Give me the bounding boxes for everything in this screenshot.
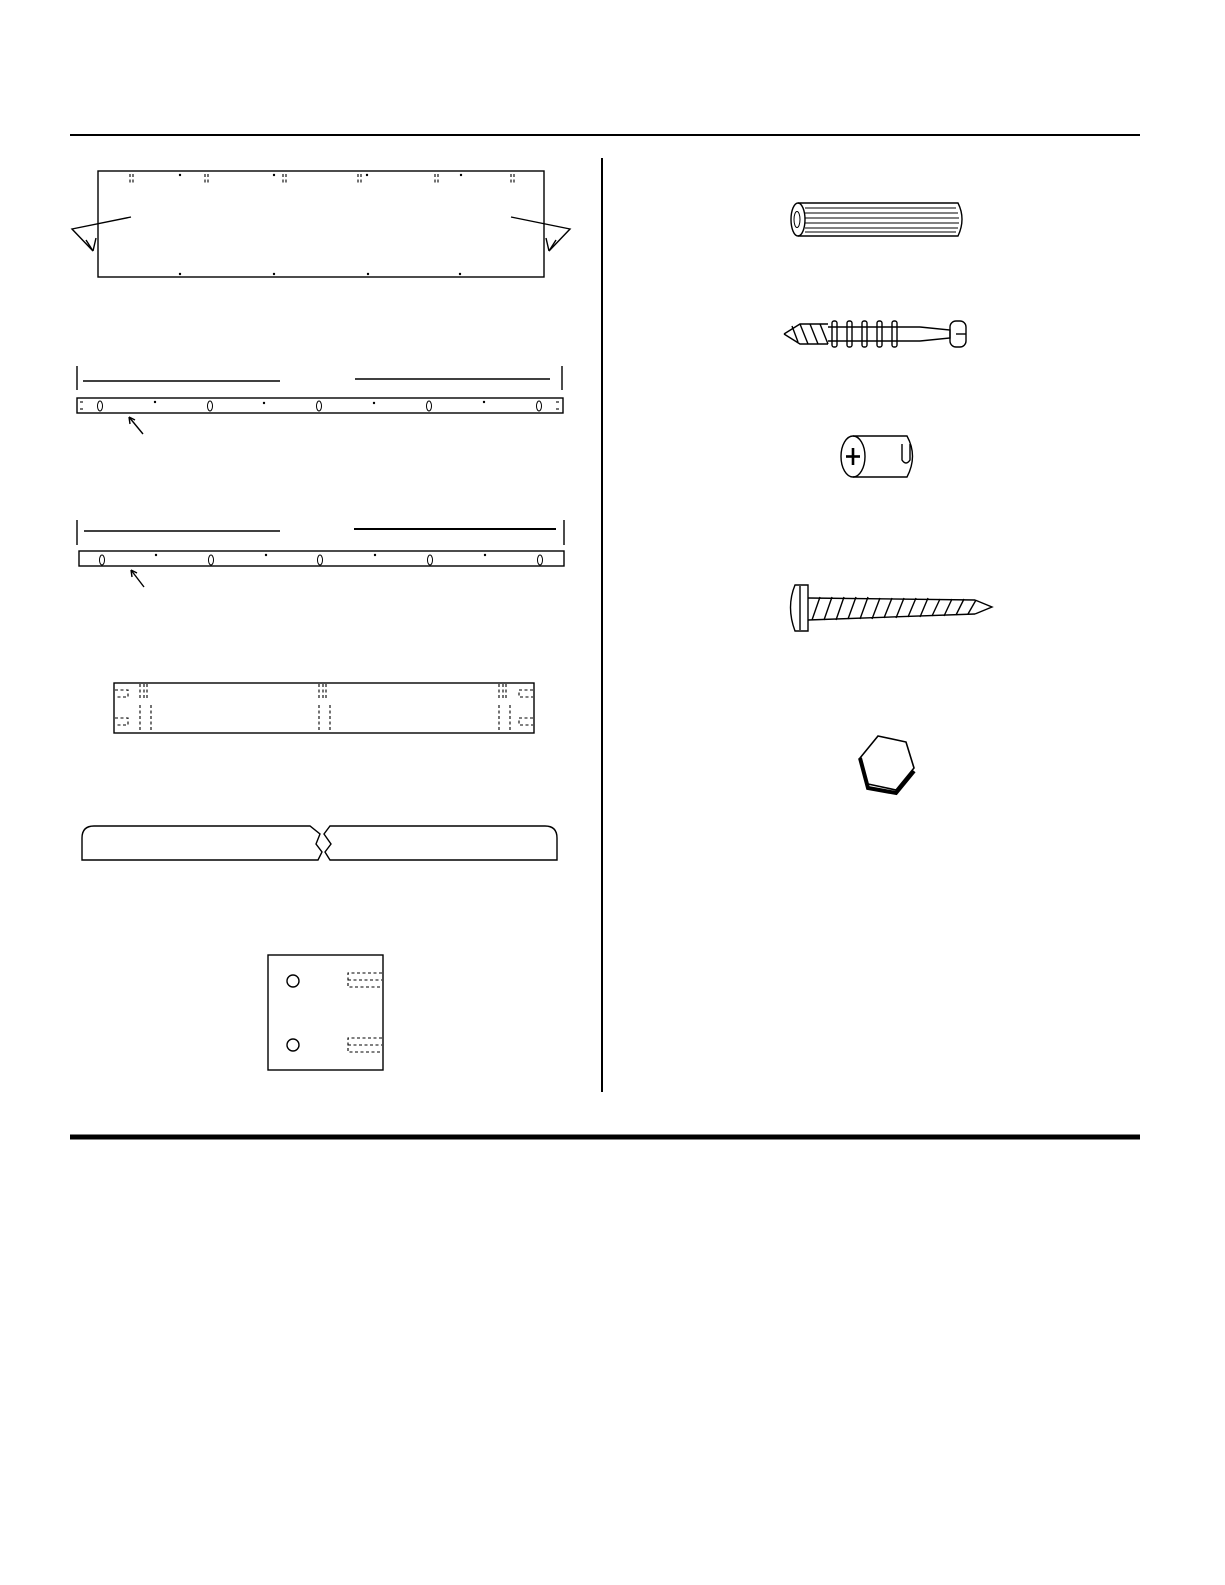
rail-with-holes-drawing [77, 520, 564, 587]
rail-with-holes-drawing [77, 366, 563, 434]
wood-dowel-icon [791, 203, 962, 236]
large-panel-drawing [72, 171, 570, 277]
long-board-break-drawing [82, 826, 557, 860]
cam-lock-icon [841, 436, 913, 477]
square-plate-drawing [268, 955, 383, 1070]
block-with-dowel-holes-drawing [114, 683, 534, 733]
hex-icon [860, 736, 914, 793]
cam-bolt-icon [784, 321, 966, 347]
wood-screw-icon [791, 585, 993, 631]
